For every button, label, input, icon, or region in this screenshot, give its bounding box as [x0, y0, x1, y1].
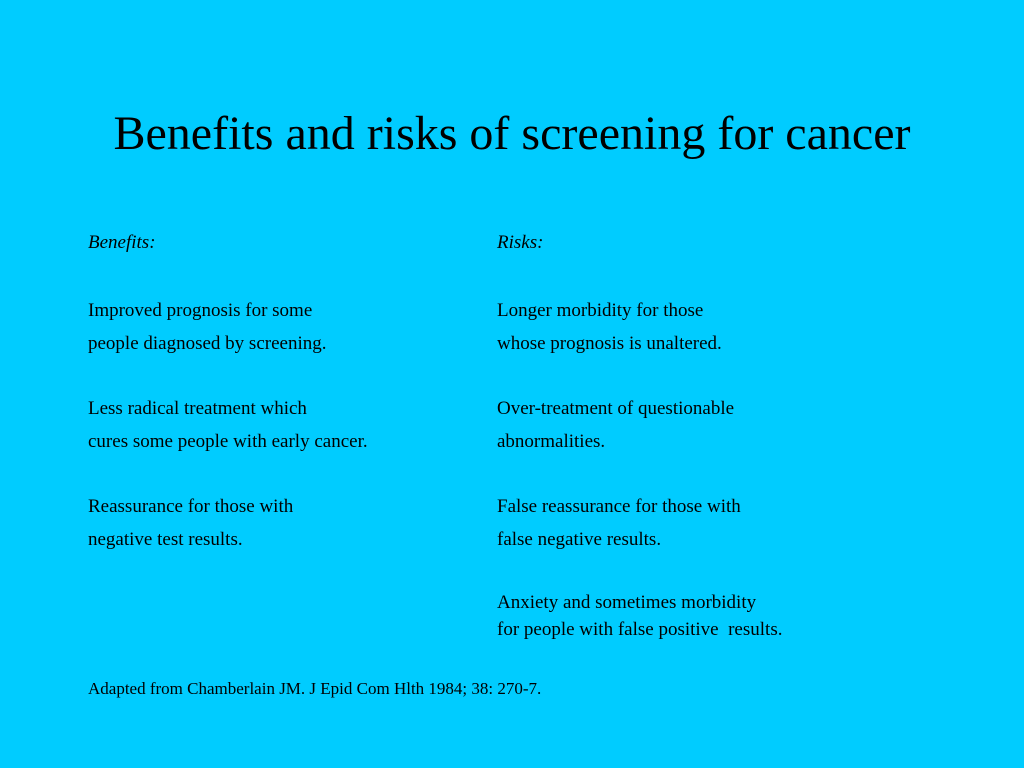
risk-item-line: Anxiety and sometimes morbidity: [497, 592, 757, 613]
risks-heading: Risks:: [497, 232, 544, 253]
risk-item-line: whose prognosis is unaltered.: [497, 333, 722, 354]
risk-item-line: Over-treatment of questionable: [497, 398, 735, 419]
risk-item-line: for people with false positive results.: [497, 619, 783, 640]
benefit-item-line: Reassurance for those with: [88, 496, 294, 517]
benefit-item-line: Less radical treatment which: [88, 398, 307, 419]
risk-item-line: False reassurance for those with: [497, 496, 741, 517]
risk-item-line: false negative results.: [497, 529, 662, 550]
benefit-item-line: Improved prognosis for some: [88, 300, 313, 321]
benefit-item: [88, 490, 293, 556]
benefit-item-line: negative test results.: [88, 529, 243, 550]
slide-title: Benefits and risks of screening for cancer: [113, 107, 911, 160]
benefit-item: [88, 294, 326, 360]
source-citation: Adapted from Chamberlain JM. J Epid Com Hlth 1984; 38: 270-7.: [88, 679, 542, 698]
risk-item: [497, 490, 741, 556]
risk-item-line: abnormalities.: [497, 431, 606, 452]
benefit-item-line: cures some people with early cancer.: [88, 431, 368, 452]
risk-item: [497, 589, 782, 643]
benefits-heading: Benefits:: [88, 232, 156, 253]
benefit-item-line: people diagnosed by screening.: [88, 333, 327, 354]
risk-item-line: Longer morbidity for those: [497, 300, 704, 321]
benefit-item: [88, 392, 368, 458]
risk-item: [497, 294, 722, 360]
risk-item: [497, 392, 734, 458]
